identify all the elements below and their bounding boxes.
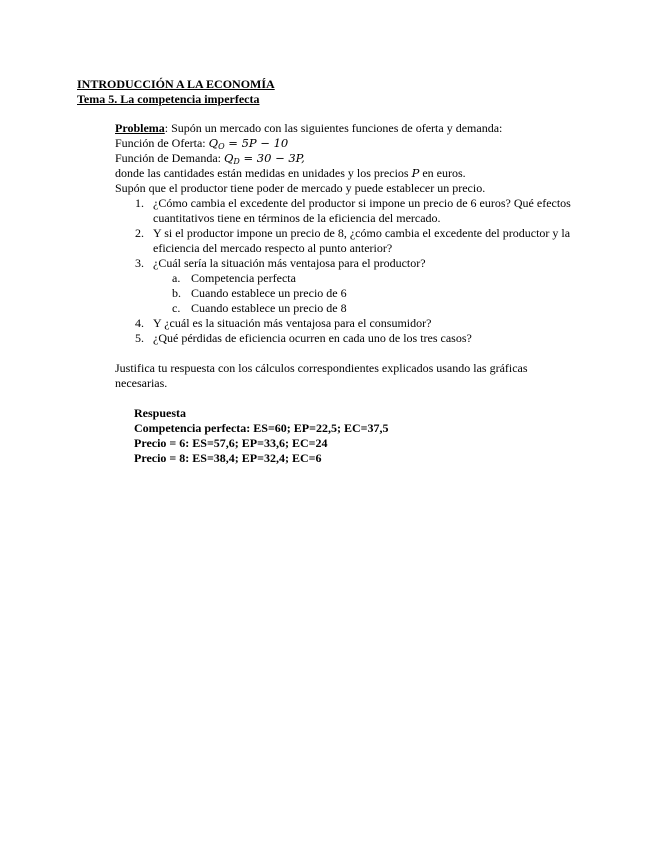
problem-label: Problema <box>115 121 165 135</box>
spacer <box>115 346 575 361</box>
units-line <box>115 166 575 181</box>
justify-paragraph: Justifica tu respuesta con los cálculos correspondientes explicados usando las gráficas necesarias. <box>115 361 528 390</box>
list-item <box>115 331 573 346</box>
supply-function-line <box>115 136 575 151</box>
demand-formula-q: Q <box>223 151 234 165</box>
subquestion-text: Cuando establece un precio de 6 <box>191 286 347 300</box>
supply-formula <box>209 136 289 150</box>
question-text: Y ¿cuál es la situación más ventajosa para el consumidor? <box>153 316 432 330</box>
question-number: 3. <box>135 256 144 270</box>
list-item <box>115 256 573 316</box>
problem-block <box>115 121 575 466</box>
question-text: ¿Cuál sería la situación más ventajosa para el productor? <box>153 256 426 270</box>
demand-formula <box>224 151 305 165</box>
subquestion-letter: b. <box>172 286 181 300</box>
document-header <box>77 77 275 107</box>
question-text: ¿Qué pérdidas de eficiencia ocurren en cada uno de los tres casos? <box>153 331 472 345</box>
subquestion-text: Cuando establece un precio de 8 <box>191 301 347 315</box>
list-item <box>115 196 573 226</box>
problem-intro-line <box>115 121 575 136</box>
answer-line: Competencia perfecta: ES=60; EP=22,5; EC=37,5 <box>134 421 389 435</box>
subquestion-text: Competencia perfecta <box>191 271 296 285</box>
spacer <box>115 391 575 406</box>
question-text: Y si el productor impone un precio de 8, ¿cómo cambia el excedente del productor y la eficiencia del mercado respecto al punto anterior? <box>153 226 571 255</box>
answer-line: Precio = 6: ES=57,6; EP=33,6; EC=24 <box>134 436 328 450</box>
subquestion-letter: a. <box>172 271 181 285</box>
course-title: INTRODUCCIÓN A LA ECONOMÍA <box>77 77 275 91</box>
answer-heading: Respuesta <box>134 406 187 420</box>
demand-formula-sub: D <box>233 157 240 166</box>
list-item <box>115 316 573 331</box>
demand-label: Función de Demanda: <box>115 151 224 165</box>
answer-line: Precio = 8: ES=38,4; EP=32,4; EC=6 <box>134 451 322 465</box>
assumption-line: Supón que el productor tiene poder de mercado y puede establecer un precio. <box>115 181 486 195</box>
supply-formula-rhs: = 5P − 10 <box>224 136 289 150</box>
demand-function-line <box>115 151 575 166</box>
list-item <box>153 286 573 301</box>
units-var: P <box>411 166 420 180</box>
question-number: 2. <box>135 226 144 240</box>
list-item <box>115 226 573 256</box>
subquestion-letter: c. <box>172 301 181 315</box>
units-before: donde las cantidades están medidas en unidades y los precios <box>115 166 412 180</box>
question-number: 1. <box>135 196 144 210</box>
topic-title: Tema 5. La competencia imperfecta <box>77 92 260 106</box>
units-after: en euros. <box>419 166 466 180</box>
supply-formula-q: Q <box>208 136 219 150</box>
question-list <box>115 196 575 346</box>
question-text: ¿Cómo cambia el excedente del productor si impone un precio de 6 euros? Qué efectos cuantitativos tiene en términos de la eficiencia del mercado. <box>153 196 571 225</box>
list-item <box>153 301 573 316</box>
problem-intro: : Supón un mercado con las siguientes funciones de oferta y demanda: <box>164 121 503 135</box>
supply-label: Función de Oferta: <box>115 136 209 150</box>
subquestion-list <box>153 271 573 316</box>
question-number: 5. <box>135 331 144 345</box>
answer-block <box>134 406 575 466</box>
supply-formula-sub: O <box>218 142 225 151</box>
demand-formula-rhs: = 30 − 3P, <box>239 151 305 165</box>
question-number: 4. <box>135 316 144 330</box>
list-item <box>153 271 573 286</box>
